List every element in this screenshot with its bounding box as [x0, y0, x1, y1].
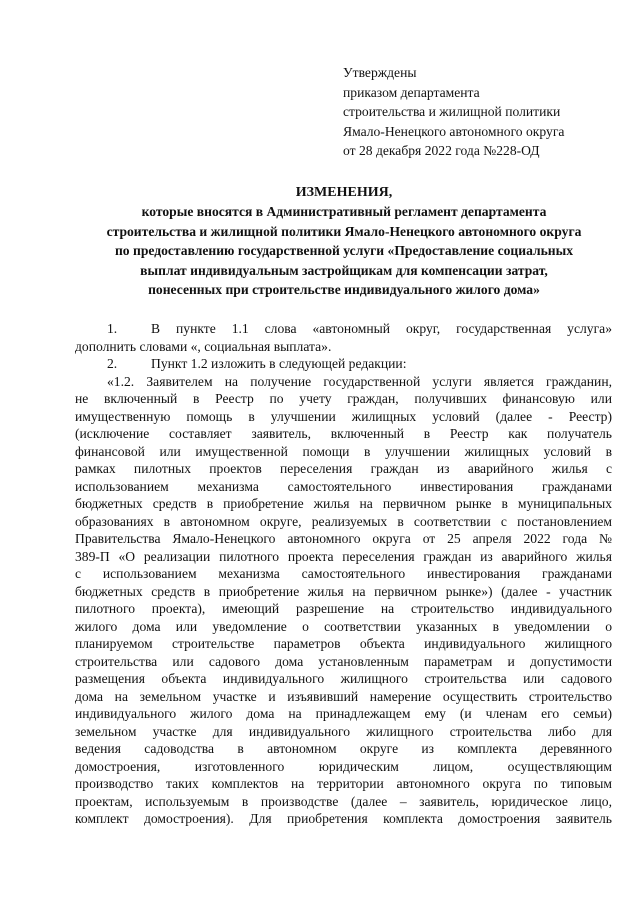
- paragraph-line: «1.2. Заявителем на получение государственной услуги является гражданин,: [107, 373, 612, 389]
- title-heading: ИЗМЕНЕНИЯ,: [295, 185, 393, 200]
- paragraph-line: бюджетных средств в приобретение жилья на первичном рынке») (далее - участник: [75, 583, 612, 599]
- item-number: 2.: [107, 356, 118, 371]
- approval-line: Утверждены: [343, 65, 417, 80]
- list-item: [75, 320, 612, 355]
- title-line: которые вносятся в Административный регламент департамента: [141, 204, 547, 220]
- paragraph-line: пилотного проекта), имеющий разрешение на строительство индивидуального: [75, 601, 612, 616]
- paragraph-line: (исключение составляет заявитель, включенный в Реестр как получатель: [75, 426, 612, 441]
- paragraph-line: с использованием механизма самостоятельного инвестирования гражданами: [75, 566, 612, 581]
- title-line: выплат индивидуальным застройщикам для компенсации затрат,: [140, 262, 548, 278]
- paragraph-line: дома на земельном участке и изъявивший намерение осуществить строительство: [75, 688, 612, 704]
- list-item-line: [75, 320, 612, 338]
- list-item-line: дополнить словами «, социальная выплата».: [75, 338, 332, 354]
- title-line: по предоставлению государственной услуги «Предоставление социальных: [114, 243, 574, 259]
- paragraph-line: индивидуального жилого дома на принадлежащем ему (и членам его семьи): [75, 706, 612, 721]
- paragraph-line: размещения объекта индивидуального жилищного строительства или садового: [75, 671, 612, 686]
- title-line: строительства и жилищной политики Ямало-Ненецкого автономного округа: [106, 223, 582, 239]
- paragraph-line: 389-П «О реализации пилотного проекта переселения граждан из аварийного жилья: [75, 548, 612, 564]
- paragraph-line: Правительства Ямало-Ненецкого автономного округа от 25 апреля 2022 года №: [75, 531, 612, 546]
- approval-stamp: [343, 63, 623, 161]
- paragraph-line: рамках пилотных проектов переселения граждан из аварийного жилья с: [75, 461, 612, 476]
- item-text: В пункте 1.1 слова «автономный округ, государственная услуга»: [151, 321, 612, 336]
- paragraph-line: строительства или садового дома установленным параметрам и допустимости: [75, 653, 612, 669]
- quoted-paragraph: [75, 373, 612, 828]
- paragraph-line: не включенный в Реестр по учету граждан, получивших финансовую или: [75, 391, 612, 406]
- paragraph-line: бюджетных средств в приобретение жилья на первичном рынке в муниципальных: [75, 496, 612, 511]
- title-line: понесенных при строительстве индивидуального жилого дома»: [148, 282, 540, 298]
- list-item-line: [75, 355, 612, 373]
- approval-line: от 28 декабря 2022 года №228-ОД: [343, 143, 540, 159]
- item-text: Пункт 1.2 изложить в следующей редакции:: [151, 356, 407, 371]
- paragraph-line: образованиях в автономном округе, реализуемых в соответствии с постановлением: [75, 513, 612, 529]
- approval-line: приказом департамента: [343, 84, 480, 100]
- document-title: [60, 183, 628, 299]
- document-body: [75, 320, 612, 828]
- paragraph-line: планируемом строительстве параметров объекта индивидуального жилищного: [75, 636, 612, 651]
- approval-line: строительства и жилищной политики: [343, 104, 561, 120]
- paragraph-line: имущественную помощь в улучшении жилищных условий (далее - Реестр): [75, 408, 612, 424]
- paragraph-line: проектам, используемым в производстве (далее – заявитель, юридическое лицо,: [75, 793, 612, 809]
- paragraph-line: домостроения, изготовленного юридическим лицом, осуществляющим: [75, 758, 612, 774]
- paragraph-line: ведения садоводства в автономном округе из комплекта деревянного: [75, 741, 612, 756]
- paragraph-line: жилого дома или уведомление о соответствии указанных в уведомлении о: [75, 618, 612, 634]
- approval-line: Ямало-Ненецкого автономного округа: [343, 123, 565, 139]
- paragraph-line: использованием механизма самостоятельного инвестирования гражданами: [75, 478, 612, 494]
- paragraph-line: земельном участке для индивидуального жилищного строительства либо для: [75, 723, 612, 739]
- item-number: 1.: [107, 321, 118, 336]
- paragraph-line: комплект домостроения). Для приобретения комплекта домостроения заявитель: [75, 811, 612, 826]
- list-item: [75, 355, 612, 373]
- paragraph-line: производство таких комплектов на территории автономного округа по типовым: [75, 776, 612, 791]
- paragraph-line: финансовой или имущественной помощи в улучшении жилищных условий в: [75, 443, 612, 459]
